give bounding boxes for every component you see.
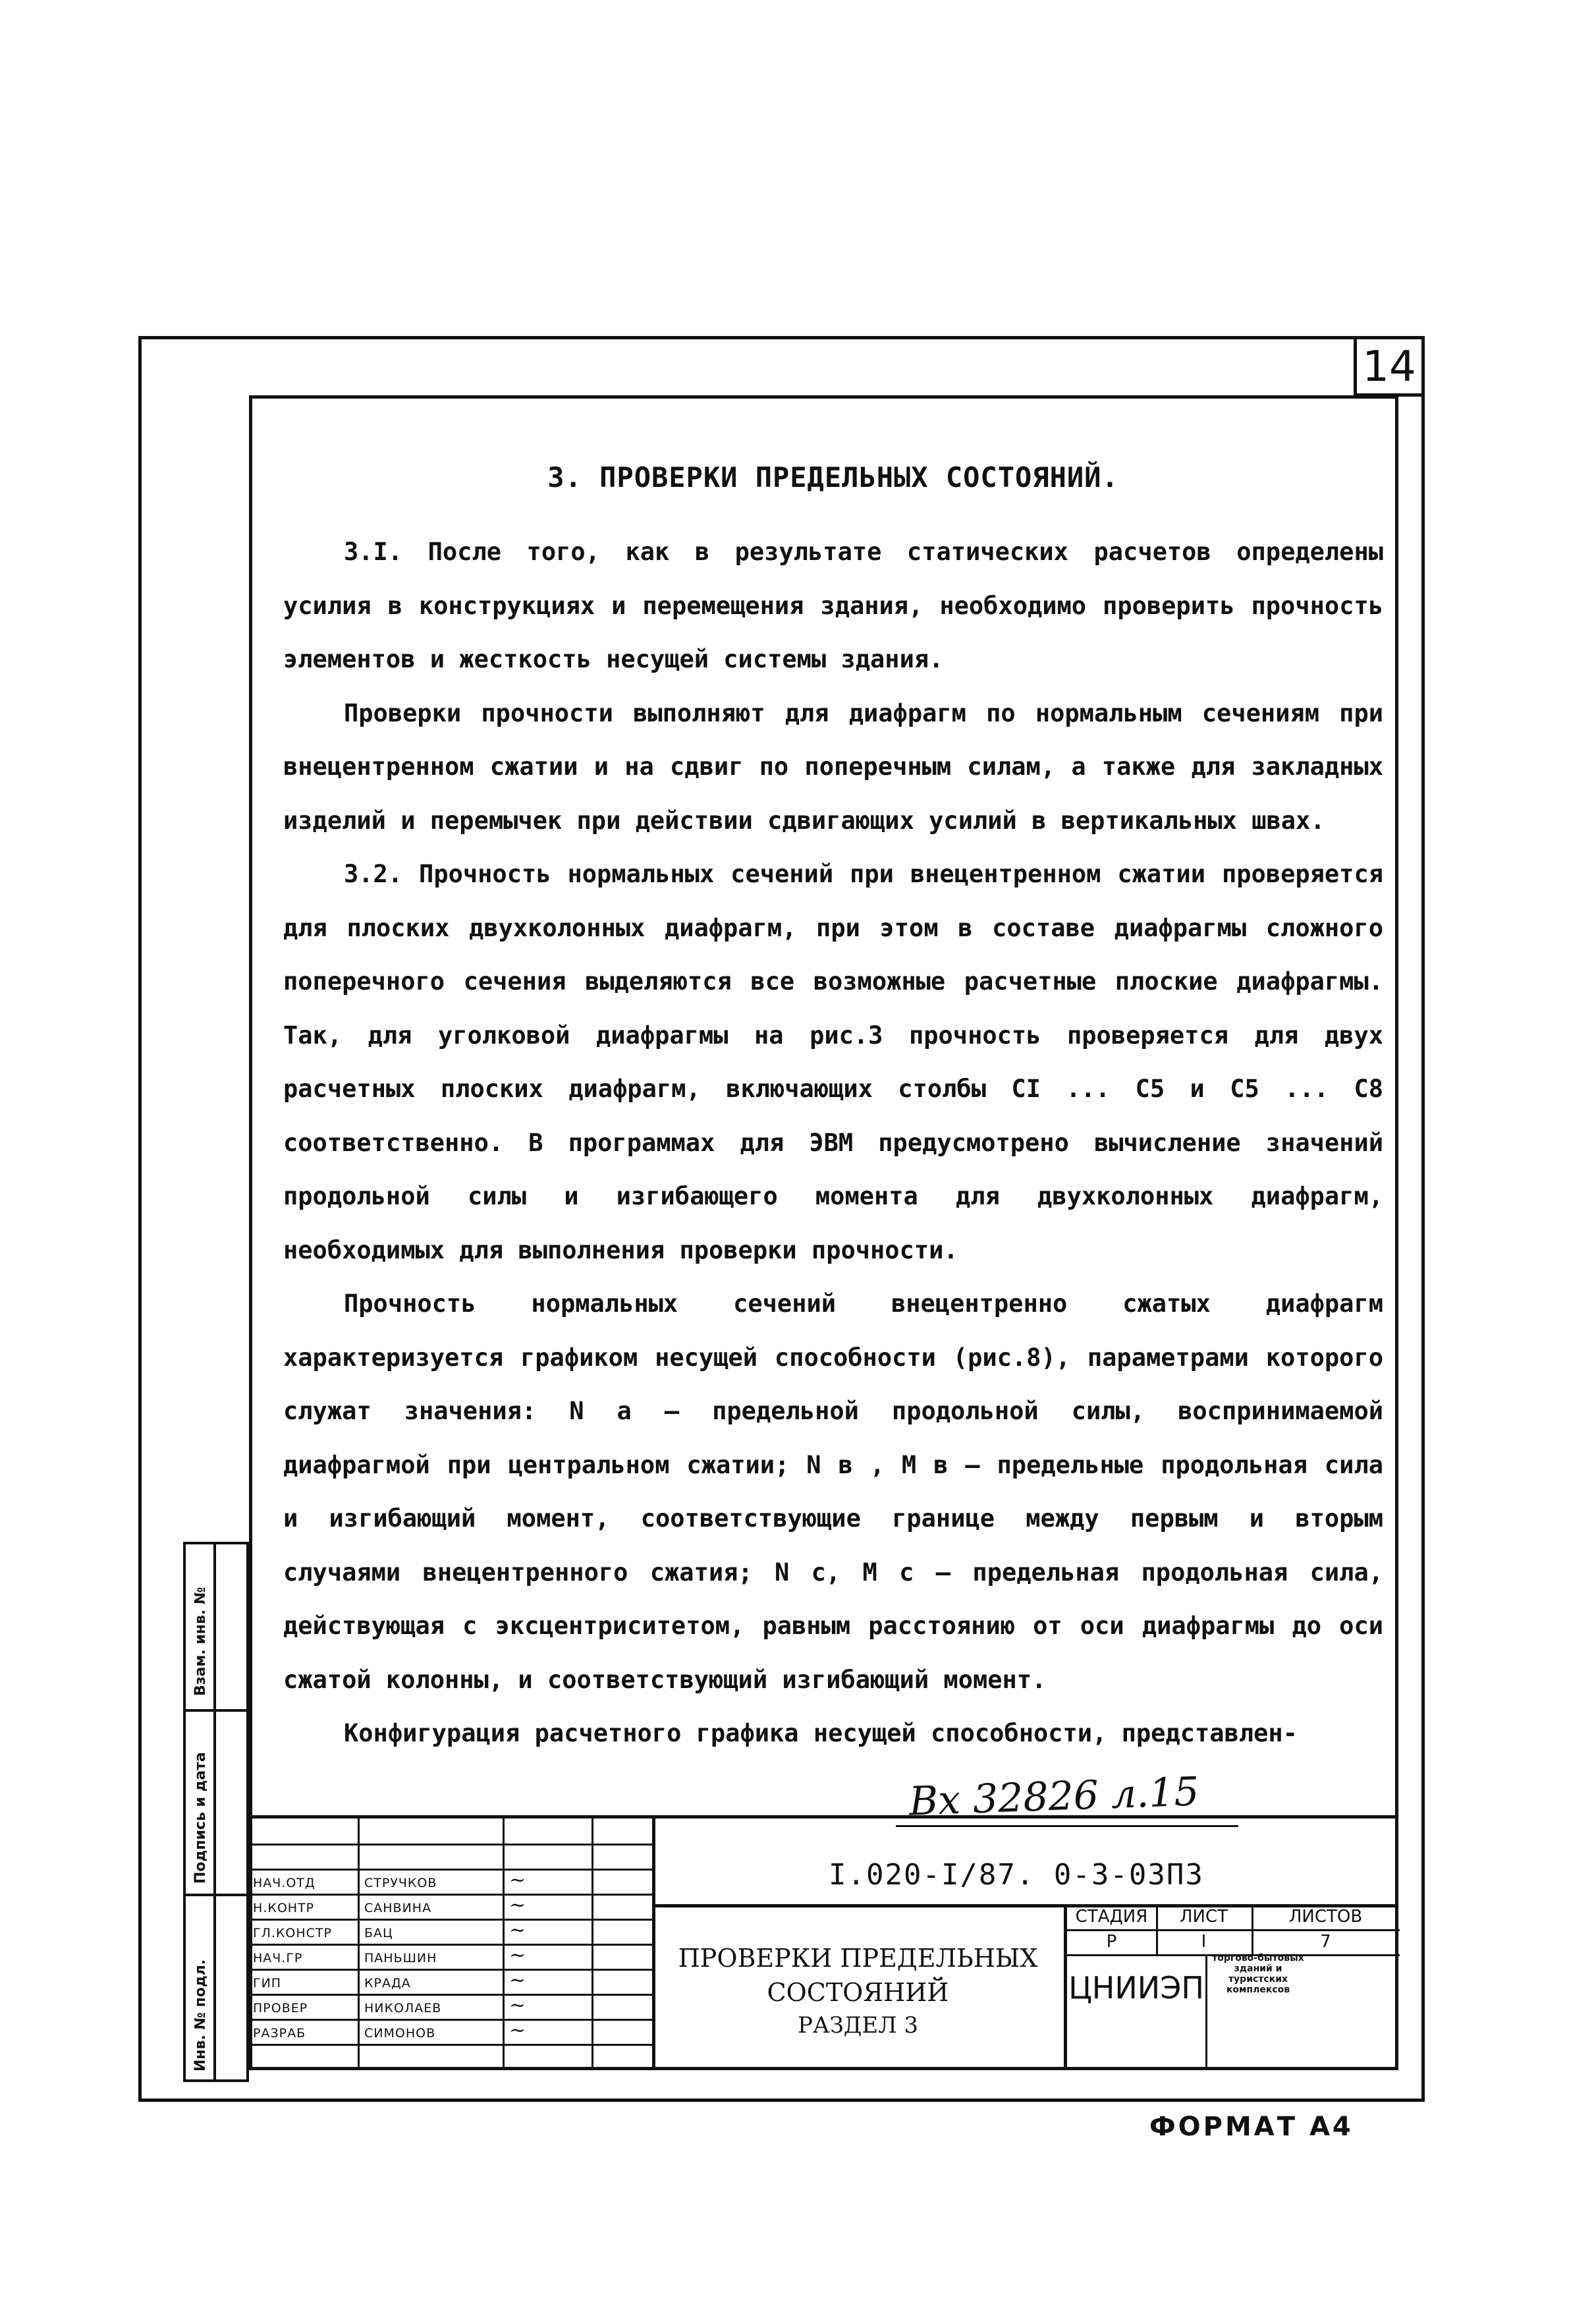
page-number: 14 [1354, 336, 1425, 397]
format-label: ФОРМАТ А4 [1149, 2112, 1354, 2142]
sheets-label: ЛИСТОВ [1288, 1907, 1363, 1927]
signature: ~ [509, 1869, 526, 1892]
grid-line [249, 1894, 652, 1896]
signatory-name: ПАНЬШИН [364, 1951, 437, 1965]
paragraph: Конфигурация расчетного графика несущей способности, представлен- [344, 1719, 1298, 1747]
grid-line [249, 1919, 652, 1921]
signatory-name: СТРУЧКОВ [364, 1876, 437, 1890]
signatory-name: БАЦ [364, 1926, 393, 1940]
sheet-value: I [1201, 1932, 1207, 1952]
stamp-title-line: РАЗДЕЛ 3 [797, 2012, 919, 2039]
grid-line [249, 1869, 652, 1871]
title-block [249, 1815, 1398, 2070]
signatory-role: РАЗРАБ [253, 2026, 306, 2041]
side-divider [186, 1709, 246, 1712]
grid-line [249, 2019, 652, 2021]
signatory-name: СИМОНОВ [364, 2026, 436, 2041]
signature-grid [249, 1819, 652, 2070]
signature: ~ [509, 1994, 526, 2017]
signatory-role: НАЧ.ГР [253, 1951, 303, 1965]
side-label-inv: Инв. № подл. [192, 1959, 209, 2072]
stamp-title-line: ПРОВЕРКИ ПРЕДЕЛЬНЫХ [678, 1944, 1038, 1973]
organization: ЦНИИЭП [1068, 1970, 1204, 2006]
signature: ~ [509, 1919, 526, 1942]
section-title: 3. ПРОВЕРКИ ПРЕДЕЛЬНЫХ СОСТОЯНИЙ. [547, 461, 1119, 493]
sheet-label: ЛИСТ [1179, 1907, 1228, 1927]
document-code: I.020-I/87. 0-3-03ПЗ [829, 1858, 1204, 1892]
signature: ~ [509, 1894, 526, 1917]
stamp-title [652, 1904, 1064, 2070]
grid-line [249, 1944, 652, 1946]
stamp-title-line: СОСТОЯНИЙ [767, 1978, 949, 2007]
signatory-role: ПРОВЕР [253, 2001, 308, 2016]
side-divider [186, 1894, 246, 1896]
organization-note: торгово-бытовых зданий и туристских комплексов [1212, 1953, 1304, 1995]
main-text [283, 461, 1383, 1761]
stage-label: СТАДИЯ [1075, 1907, 1148, 1927]
signatory-role: ГЛ.КОНСТР [253, 1926, 332, 1940]
grid-line [249, 1844, 652, 1846]
side-strip [183, 1542, 249, 2082]
grid-line [1067, 1929, 1400, 1931]
paragraph: 3.2. Прочность нормальных сечений при внецентренном сжатии проверяется для плоских двухколонных диафрагм, при этом в составе диафрагмы сложного поперечного сечения выделяются все возможные расчетные плоские диафрагмы. Так, для уголковой диафрагмы на рис.3 прочность проверяется для двух расчетных плоских диафрагм, включающих столбы СI ... С5 и С5 ... С8 соответственно. В программах для ЭВМ предусмотрено вычисление значений продольной силы и изгибающего момента для двухколонных диафрагм, необходимых для выполнения проверки прочности. [283, 860, 1383, 1264]
signature: ~ [509, 1969, 526, 1992]
side-label-sign: Подпись и дата [192, 1752, 209, 1884]
sheets-value: 7 [1320, 1932, 1331, 1952]
inward-number: Вх 32826 л.15 [908, 1768, 1200, 1825]
signatory-name: САНВИНА [364, 1901, 432, 1915]
stage-value: Р [1106, 1932, 1117, 1952]
signatory-role: НАЧ.ОТД [253, 1876, 316, 1890]
paragraph: Прочность нормальных сечений внецентренно сжатых диафрагм характеризуется графиком несущей способности (рис.8), параметрами которого служат значения: N а – предельной продольной силы, воспринимаемой диафрагмой при центральном сжатии; N в , M в – предельные продольная сила и изгибающий момент, соответствующие границе между первым и вторым случаями внецентренного сжатия; N с, M с – предельная продольная сила, действующая с эксцентриситетом, равным расстоянию от оси диафрагмы до оси сжатой колонны, и соответствующий изгибающий момент. [283, 1289, 1383, 1694]
side-label-repl: Взам. инв. № [192, 1587, 209, 1696]
paragraph: 3.I. После того, как в результате статических расчетов определены усилия в конструкциях и перемещения здания, необходимо проверить прочность элементов и жесткость несущей системы здания. [283, 538, 1383, 673]
signature: ~ [509, 2019, 526, 2042]
grid-line [249, 1994, 652, 1996]
signatory-role: ГИП [253, 1976, 282, 1990]
signature: ~ [509, 1944, 526, 1967]
side-divider [213, 1544, 216, 2079]
signatory-name: НИКОЛАЕВ [364, 2001, 442, 2016]
grid-line [1205, 1954, 1207, 2070]
grid-line [249, 2044, 652, 2046]
signatory-role: Н.КОНТР [253, 1901, 315, 1915]
grid-line [249, 1969, 652, 1971]
signatory-name: КРАДА [364, 1976, 411, 1990]
paragraph: Проверки прочности выполняют для диафрагм по нормальным сечениям при внецентренном сжатии и на сдвиг по поперечным силам, а также для закладных изделий и перемычек при действии сдвигающих усилий в вертикальных швах. [283, 698, 1383, 835]
stamp-info [1064, 1904, 1400, 2070]
